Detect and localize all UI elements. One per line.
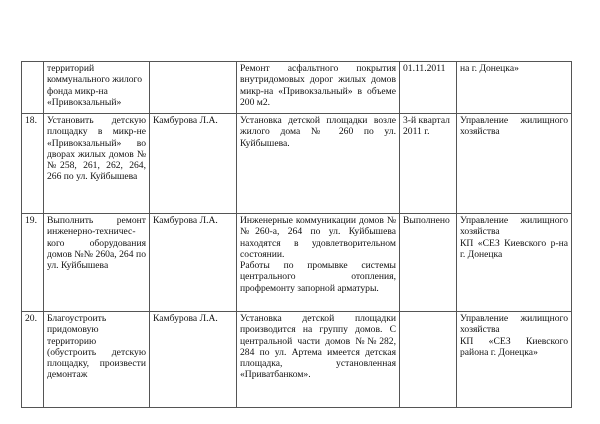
description-paragraph-2: Работы по промывке системы центрального отопления, профремонту запорной арматуры. xyxy=(240,260,396,294)
responsible-cell: Камбурова Л.А. xyxy=(150,114,237,214)
description-cell: Ремонт асфальтного покрытия внутридомовых дорог жилых домов микр-на «Привокзальный» в объеме 200 м2. xyxy=(237,62,400,114)
executor-cell: на г. Донецка» xyxy=(457,62,572,114)
row-number: 20. xyxy=(22,312,44,408)
date-cell: Выполнено xyxy=(400,214,457,312)
description-cell: Установка детской площадки возле жилого дома № 260 по ул. Куйбышева. xyxy=(237,114,400,214)
plan-table xyxy=(21,61,572,408)
responsible-cell: Камбурова Л.А. xyxy=(150,214,237,312)
executor-cell xyxy=(457,312,572,408)
executor-line: Управление жилищного хозяйства xyxy=(460,215,568,238)
task-cell: Установить детскую площадку в микр-не «Привокзальный» во дворах жилых домов №№258, 261, 262, 264, 266 по ул. Куйбышева xyxy=(44,114,150,214)
executor-cell xyxy=(457,214,572,312)
executor-cell: Управление жилищного хозяйства xyxy=(457,114,572,214)
responsible-cell: Камбурова Л.А. xyxy=(150,312,237,408)
task-cell: территорий коммунального жилого фонда микр-на «Привокзальный» xyxy=(44,62,150,114)
table-row xyxy=(22,312,572,408)
task-cell: Выполнить ремонт инженерно-техничес-кого оборудования домов №№ 260а, 264 по ул. Куйбышева xyxy=(44,214,150,312)
row-number: 19. xyxy=(22,214,44,312)
responsible-cell xyxy=(150,62,237,114)
row-number xyxy=(22,62,44,114)
executor-line-2: КП «СЕЗ Киевского р-на г. Донецка xyxy=(460,237,568,260)
table-row xyxy=(22,62,572,114)
executor-line-2: КП «СЕЗ Киевского района г. Донецка» xyxy=(460,335,568,358)
date-cell: 01.11.2011 xyxy=(400,62,457,114)
date-cell xyxy=(400,312,457,408)
description-paragraph: Инженерные коммуникации домов №№260-а, 264 по ул. Куйбышева находятся в удовлетворительном состоянии. xyxy=(240,215,396,260)
table-row xyxy=(22,214,572,312)
executor-line: Управление жилищного хозяйства xyxy=(460,313,568,336)
table-row xyxy=(22,114,572,214)
description-cell: Установка детской площадки производится на группу домов. С центральной части домов №№282, 284 по ул. Артема имеется детская площадка, установленная «Приватбанком». xyxy=(237,312,400,408)
task-cell: Благоустроить придомовую территорию (обустроить детскую площадку, произвести демонтаж xyxy=(44,312,150,408)
description-cell xyxy=(237,214,400,312)
date-cell: 3-й квартал 2011 г. xyxy=(400,114,457,214)
row-number: 18. xyxy=(22,114,44,214)
